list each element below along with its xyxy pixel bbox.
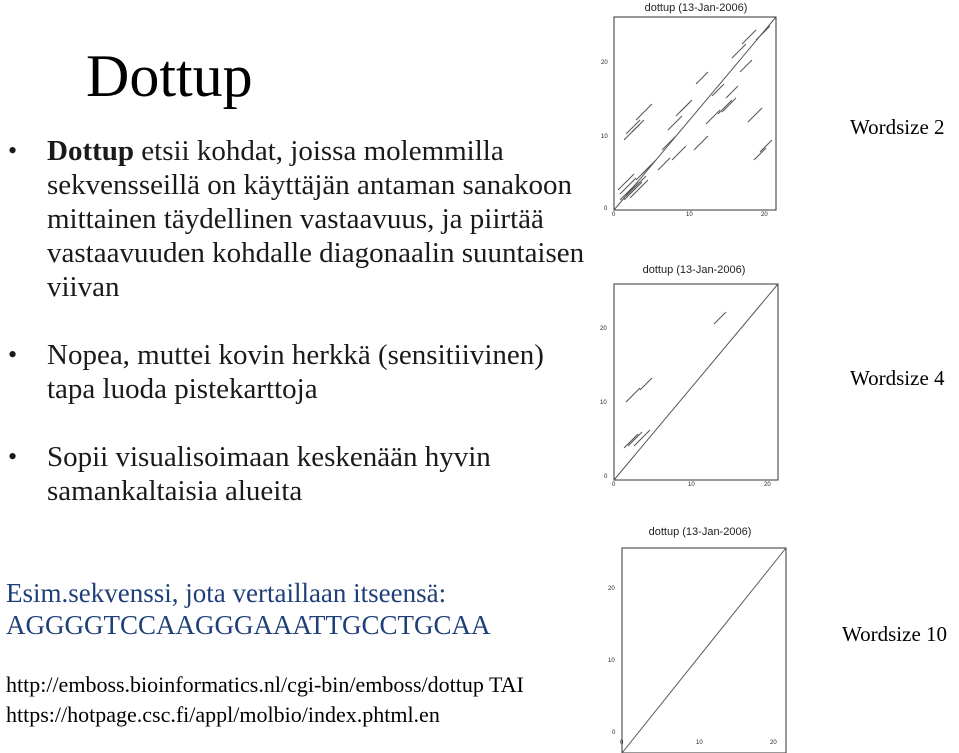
y-tick-20: 20	[608, 586, 615, 592]
plot-title: dottup (13-Jan-2006)	[648, 526, 752, 538]
y-tick-0: 0	[612, 730, 616, 736]
x-tick-0: 0	[612, 212, 616, 218]
wordsize-label-2: Wordsize 2	[850, 115, 945, 139]
dotplot-graphic	[596, 0, 796, 236]
y-tick-10: 10	[600, 400, 607, 406]
x-tick-20: 20	[764, 482, 771, 488]
y-tick-10: 10	[608, 658, 615, 664]
x-tick-10: 10	[688, 482, 695, 488]
bullet-text	[47, 338, 587, 406]
y-tick-0: 0	[604, 206, 608, 212]
bullet-dot-icon: •	[8, 340, 18, 369]
dotplot-graphic	[600, 524, 800, 753]
example-label: Esim.sekvenssi, jota vertaillaan itseensä:	[6, 578, 447, 608]
main-diagonal	[614, 17, 776, 210]
plot-title: dottup (13-Jan-2006)	[644, 2, 748, 14]
x-tick-20: 20	[761, 212, 768, 218]
y-tick-10: 10	[601, 134, 608, 140]
y-tick-20: 20	[601, 60, 608, 66]
x-tick-10: 10	[686, 212, 693, 218]
bullet-dot-icon: •	[8, 442, 18, 471]
x-tick-0: 0	[612, 482, 616, 488]
main-diagonal	[622, 548, 786, 753]
wordsize-label-4: Wordsize 4	[850, 366, 945, 390]
dotplot-wordsize-10	[600, 524, 800, 753]
x-tick-0: 0	[620, 740, 624, 746]
y-tick-0: 0	[604, 474, 608, 480]
x-tick-10: 10	[696, 740, 703, 746]
x-tick-20: 20	[770, 740, 777, 746]
main-diagonal	[614, 284, 778, 480]
bullet-body: Sopii visualisoimaan keskenään hyvin samankaltaisia alueita	[47, 441, 491, 507]
y-tick-20: 20	[600, 326, 607, 332]
dotplot-wordsize-2	[596, 0, 796, 236]
bullet-dot-icon: •	[8, 136, 18, 165]
csc-link[interactable]: https://hotpage.csc.fi/appl/molbio/index.phtml.en	[6, 702, 440, 727]
plot-title: dottup (13-Jan-2006)	[642, 264, 746, 276]
bullet-body: etsii kohdat, joissa molemmilla sekvensseillä on käyttäjän antaman sanakoon mittainen täydellinen vastaavuus, ja piirtää vastaavuuden kohdalle diagonaalin suuntaisen viivan	[47, 135, 585, 303]
dotplot-wordsize-4	[594, 262, 794, 502]
wordsize-label-10: Wordsize 10	[842, 622, 948, 646]
emboss-link[interactable]: http://emboss.bioinformatics.nl/cgi-bin/emboss/dottup TAI	[6, 672, 524, 697]
links-block	[6, 670, 524, 730]
match-segments	[624, 312, 726, 448]
example-sequence: AGGGGTCCAAGGGAAATTGCCTGCAA	[6, 610, 491, 640]
bullet-text	[47, 134, 587, 304]
bullet-bold-term: Dottup	[47, 135, 135, 167]
bullet-text	[47, 440, 587, 508]
dotplot-graphic	[594, 262, 794, 502]
example-block	[6, 577, 491, 641]
slide-title: Dottup	[86, 43, 253, 109]
bullet-body: Nopea, muttei kovin herkkä (sensitiivinen) tapa luoda pistekarttoja	[47, 339, 544, 405]
